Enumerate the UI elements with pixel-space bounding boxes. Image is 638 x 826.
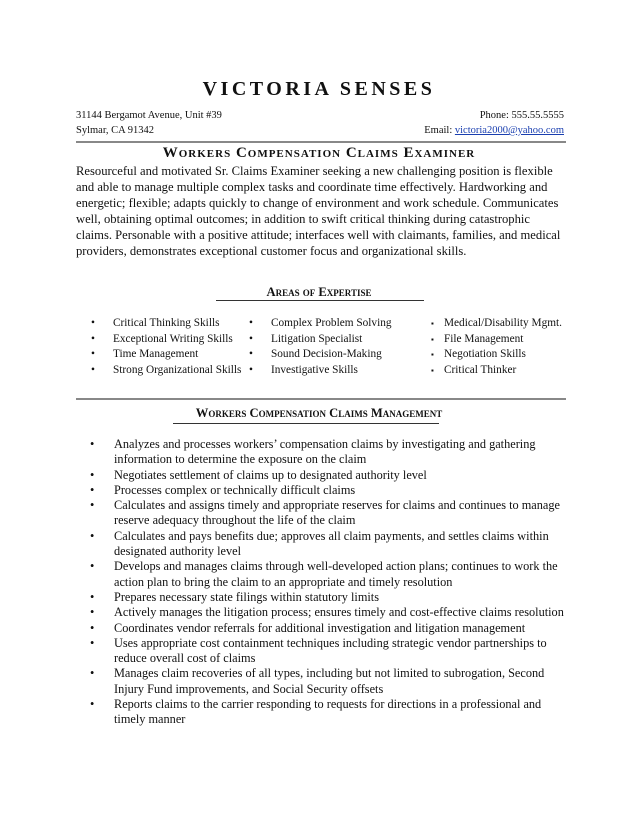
- square-bullet-icon: ▪: [431, 319, 434, 328]
- bullet-icon: •: [90, 666, 95, 681]
- section-divider: [76, 398, 566, 400]
- email-block: [424, 125, 564, 136]
- bullet-icon: •: [249, 363, 253, 376]
- skill-item: ▪ File Management: [429, 332, 562, 348]
- skill-item: • Investigative Skills: [234, 363, 392, 379]
- list-item: • Calculates and pays benefits due; approves all claim payments, and settles claims within designated authority level: [90, 528, 549, 559]
- bullet-icon: •: [249, 317, 253, 329]
- bullet-icon: •: [90, 605, 95, 620]
- bullet-icon: •: [90, 437, 95, 451]
- summary-paragraph: Resourceful and motivated Sr. Claims Examiner seeking a new challenging position is flexible and able to manage multiple complex tasks and coordinate time effectively. Hardworking and energetic; flexible; adapts quickly to change of environment and work schedule. Communicates well, obtaining optimal outcomes; in addition to swift critical thinking during catastrophic claims. Personable with a positive attitude; interfaces well with claimants, families, and medical providers, demonstrates exceptional customer focus and organizational skills.: [76, 164, 561, 258]
- expertise-heading: [0, 285, 638, 300]
- skill-item: • Time Management: [76, 347, 251, 363]
- skill-item: • Strong Organizational Skills: [76, 363, 251, 379]
- list-item: • Develops and manages claims through well-developed action plans; continues to work the action plan to bring the claim to an appropriate and timely resolution: [90, 559, 558, 589]
- bullet-icon: •: [90, 498, 95, 513]
- skills-column-3: [429, 316, 562, 378]
- bullet-icon: •: [90, 589, 95, 604]
- phone: Phone: 555.55.5555: [479, 110, 564, 121]
- header-divider: [76, 141, 566, 143]
- bullet-icon: •: [90, 467, 95, 482]
- list-item: • Manages claim recoveries of all types, including but not limited to subrogation, Second Injury Fund improvements, and Social Security offsets: [90, 666, 545, 696]
- management-underline: [173, 423, 439, 424]
- list-item: • Negotiates settlement of claims up to designated authority level: [90, 467, 427, 482]
- skill-item: • Sound Decision-Making: [234, 347, 392, 363]
- bullet-icon: •: [91, 332, 95, 345]
- management-heading-text: Workers Compensation Claims Management: [195, 406, 443, 420]
- candidate-name: VICTORIA SENSES: [202, 78, 436, 100]
- skill-item: • Complex Problem Solving: [234, 316, 392, 332]
- list-item: • Actively manages the litigation process; ensures timely and cost-effective claims resolution: [90, 605, 564, 620]
- skill-item: • Litigation Specialist: [234, 332, 392, 348]
- skill-item: • Exceptional Writing Skills: [76, 332, 251, 348]
- bullet-icon: •: [249, 332, 253, 345]
- bullet-icon: •: [91, 363, 95, 376]
- address-line-2: Sylmar, CA 91342: [76, 125, 155, 136]
- square-bullet-icon: ▪: [431, 365, 434, 375]
- duties-list: [76, 437, 570, 728]
- address-line-1: 31144 Bergamot Avenue, Unit #39: [76, 110, 222, 121]
- list-item: • Analyzes and processes workers’ compensation claims by investigating and gathering information to determine the exposure on the claim: [90, 437, 536, 467]
- bullet-icon: •: [91, 317, 95, 329]
- skill-item: • Critical Thinking Skills: [76, 316, 251, 332]
- bullet-icon: •: [91, 348, 95, 360]
- skills-column-1: [76, 316, 251, 378]
- job-title: Workers Compensation Claims Examiner: [162, 145, 476, 161]
- skills-column-2: [234, 316, 392, 378]
- list-item: • Prepares necessary state filings within statutory limits: [90, 589, 380, 604]
- bullet-icon: •: [90, 635, 95, 650]
- skill-item: ▪ Medical/Disability Mgmt.: [429, 316, 562, 332]
- bullet-icon: •: [90, 528, 95, 543]
- expertise-heading-text: Areas of Expertise: [266, 285, 372, 299]
- bullet-icon: •: [90, 559, 95, 574]
- list-item: • Reports claims to the carrier responding to requests for directions in a professional and timely manner: [90, 697, 542, 727]
- list-item: • Coordinates vendor referrals for additional investigation and litigation management: [90, 620, 526, 635]
- square-bullet-icon: ▪: [431, 350, 434, 359]
- expertise-underline: [216, 300, 424, 301]
- bullet-icon: •: [90, 482, 95, 497]
- email-label: Email:: [424, 125, 455, 136]
- email-link[interactable]: victoria2000@yahoo.com: [454, 125, 564, 136]
- skill-item: ▪ Negotiation Skills: [429, 347, 562, 363]
- skill-item: ▪ Critical Thinker: [429, 363, 562, 379]
- bullet-icon: •: [249, 348, 253, 360]
- square-bullet-icon: ▪: [431, 334, 434, 344]
- bullet-icon: •: [90, 620, 95, 635]
- list-item: • Uses appropriate cost containment techniques including strategic vendor partnerships to reduce overall cost of claims: [90, 635, 547, 666]
- list-item: • Processes complex or technically difficult claims: [90, 482, 356, 497]
- management-heading: [0, 406, 638, 421]
- bullet-icon: •: [90, 697, 95, 712]
- list-item: • Calculates and assigns timely and appropriate reserves for claims and continues to manage reserve adequacy throughout the life of the claim: [90, 498, 560, 528]
